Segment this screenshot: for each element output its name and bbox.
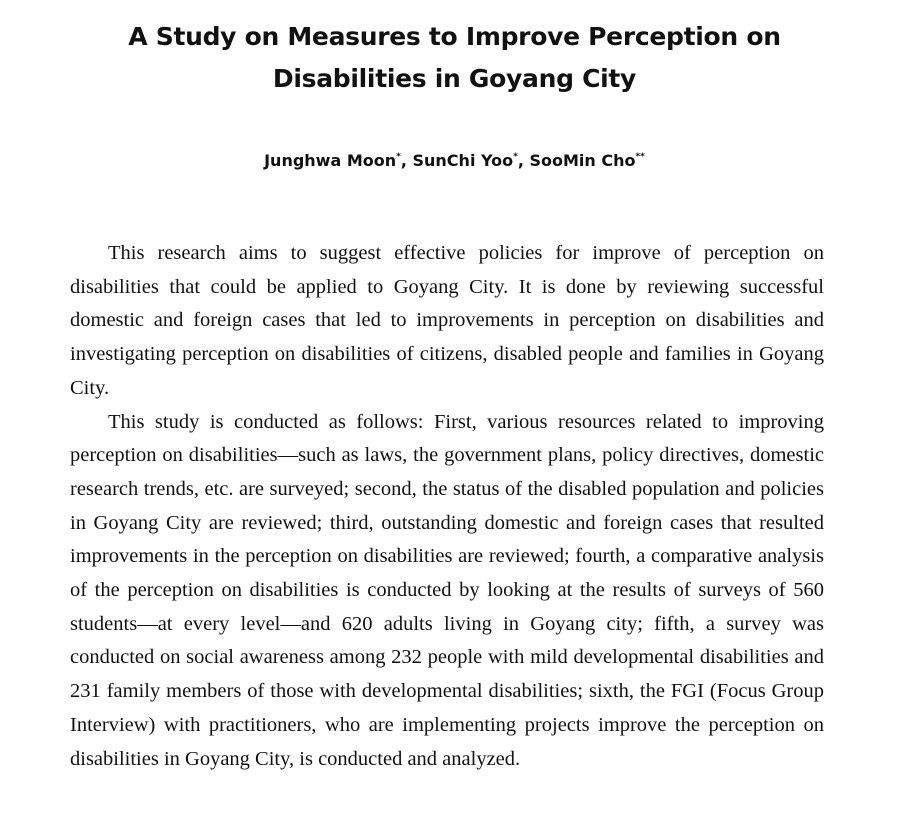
author-affiliation-mark: * <box>513 152 518 162</box>
author-name: Junghwa Moon <box>264 151 397 170</box>
author-affiliation-mark: ** <box>635 152 645 162</box>
abstract-paragraph: This research aims to suggest effective policies for improve of perception on disabilities that could be applied to Goyang City. It is done by reviewing successful domestic and foreign cases that led to improvements in perception on disabilities and investigating perception on disabilities of citizens, disabled people and families in Goyang City. <box>70 242 824 399</box>
author-list <box>0 148 909 174</box>
author-name: SooMin Cho <box>529 151 636 170</box>
author-affiliation-mark: * <box>396 152 401 162</box>
paper-title <box>0 16 909 100</box>
author-separator: , <box>517 151 530 170</box>
title-line-2: Disabilities in Goyang City <box>272 64 637 93</box>
abstract-body <box>70 237 824 776</box>
author-name: SunChi Yoo <box>412 151 514 170</box>
title-line-1: A Study on Measures to Improve Perception on <box>128 22 781 51</box>
author-separator: , <box>400 151 413 170</box>
abstract-paragraph: This study is conducted as follows: First, various resources related to improving perception on disabilities—such as laws, the government plans, policy directives, domestic research trends, etc. are surveyed; second, the status of the disabled population and policies in Goyang City are reviewed; third, outstanding domestic and foreign cases that resulted improvements in the perception on disabilities are reviewed; fourth, a comparative analysis of the perception on disabilities is conducted by looking at the results of surveys of 560 students—at every level—and 620 adults living in Goyang city; fifth, a survey was conducted on social awareness among 232 people with mild developmental disabilities and 231 family members of those with developmental disabilities; sixth, the FGI (Focus Group Interview) with practitioners, who are implementing projects improve the perception on disabilities in Goyang City, is conducted and analyzed. <box>70 410 824 770</box>
